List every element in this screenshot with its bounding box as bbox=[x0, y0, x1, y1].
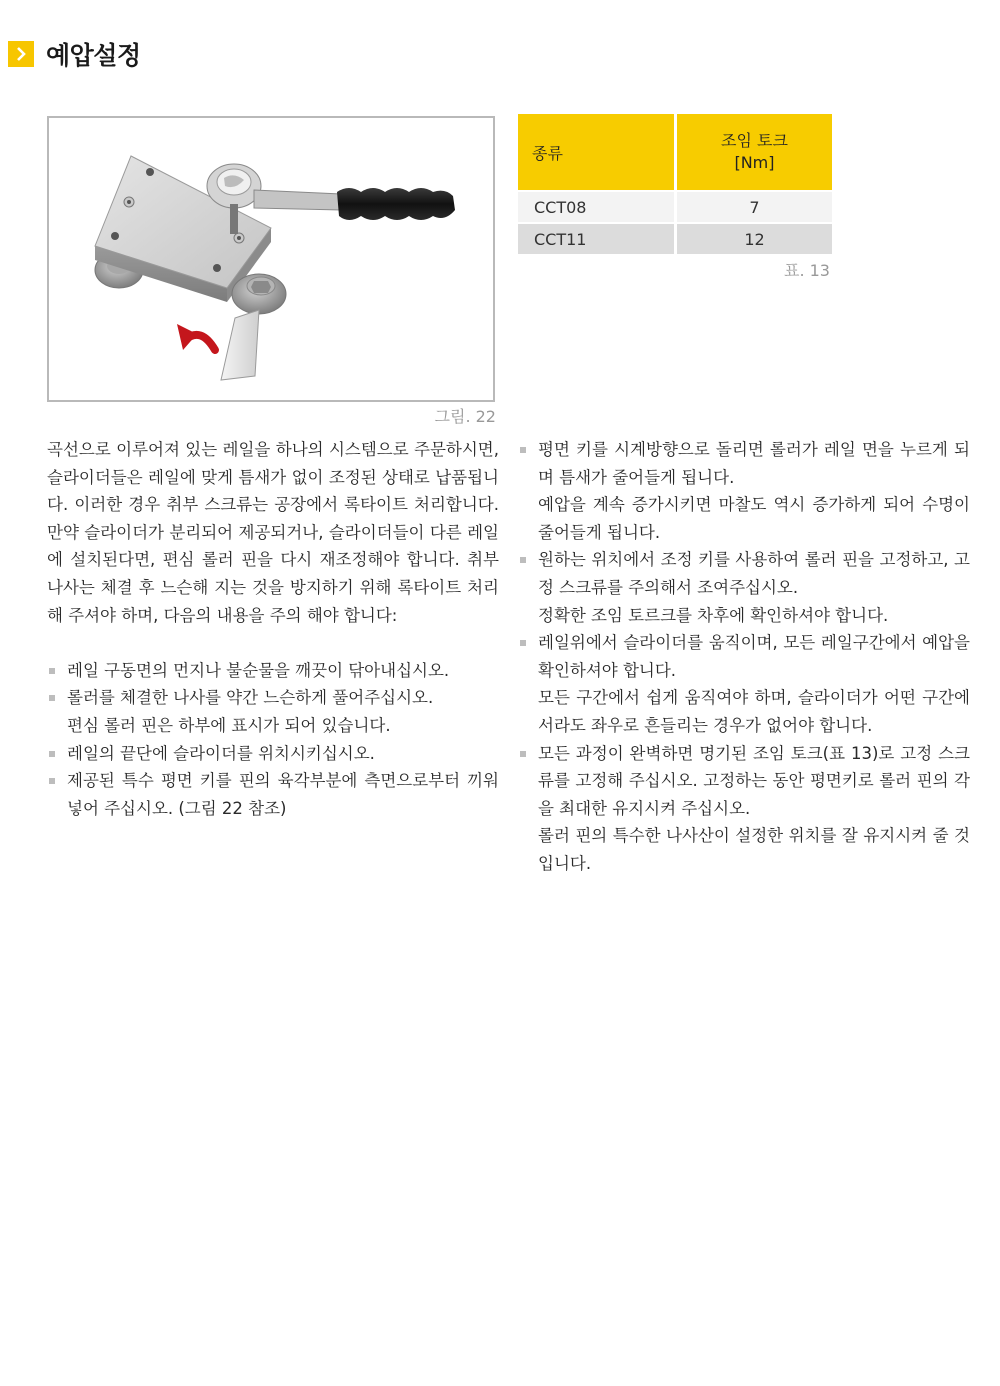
list-item: 레일위에서 슬라이더를 움직이며, 모든 레일구간에서 예압을 확인하셔야 합니다. 모든 구간에서 쉽게 움직여야 하며, 슬라이더가 어떤 구간에 서라도 좌우로 흔들리는 경우가 없어야 합니다. bbox=[518, 629, 970, 739]
list-item-note: 모든 구간에서 쉽게 움직여야 하며, 슬라이더가 어떤 구간에 서라도 좌우로 흔들리는 경우가 없어야 합니다. bbox=[538, 688, 970, 735]
table-cell-type: CCT11 bbox=[518, 222, 677, 254]
table-caption: 표. 13 bbox=[784, 261, 830, 280]
chevron-right-icon bbox=[8, 41, 34, 67]
list-item-note: 예압을 계속 증가시키면 마찰도 역시 증가하게 되어 수명이 줄어들게 됩니다. bbox=[538, 495, 970, 542]
list-item: 레일의 끝단에 슬라이더를 위치시키십시오. bbox=[47, 740, 499, 768]
list-item: 원하는 위치에서 조정 키를 사용하여 롤러 핀을 고정하고, 고정 스크류를 주의해서 조여주십시오. 정확한 조임 토르크를 차후에 확인하셔야 합니다. bbox=[518, 546, 970, 629]
list-item: 모든 과정이 완벽하면 명기된 조임 토크(표 13)로 고정 스크류를 고정해 주십시오. 고정하는 동안 평면키로 롤러 핀의 각을 최대한 유지시켜 주십시오. 롤러 핀의 특수한 나사산이 설정한 위치를 잘 유지시켜 줄 것입니다. bbox=[518, 740, 970, 878]
list-item: 롤러를 체결한 나사를 약간 느슨하게 풀어주십시오. 편심 롤러 핀은 하부에 표시가 되어 있습니다. bbox=[47, 684, 499, 739]
figure-caption: 그림. 22 bbox=[434, 407, 496, 426]
left-text-column bbox=[47, 436, 499, 822]
torque-header-label: 조임 토크 bbox=[721, 131, 788, 150]
slider-adjustment-illustration bbox=[49, 118, 493, 400]
list-item-note: 편심 롤러 핀은 하부에 표시가 되어 있습니다. bbox=[67, 715, 391, 735]
table-cell-torque: 12 bbox=[677, 222, 832, 254]
adjustment-figure bbox=[47, 116, 495, 402]
list-item: 평면 키를 시계방향으로 돌리면 롤러가 레일 면을 누르게 되며 틈새가 줄어들게 됩니다. 예압을 계속 증가시키면 마찰도 역시 증가하게 되어 수명이 줄어들게 됩니다. bbox=[518, 436, 970, 546]
section-heading bbox=[8, 36, 141, 72]
list-item-note: 롤러 핀의 특수한 나사산이 설정한 위치를 잘 유지시켜 줄 것입니다. bbox=[538, 826, 970, 873]
torque-header-unit: [Nm] bbox=[734, 153, 775, 172]
table-row bbox=[518, 190, 832, 222]
left-bullet-list bbox=[47, 657, 499, 823]
table-header-row bbox=[518, 114, 832, 190]
table-row bbox=[518, 222, 832, 254]
list-item: 제공된 특수 평면 키를 핀의 육각부분에 측면으로부터 끼워 넣어 주십시오. (그림 22 참조) bbox=[47, 767, 499, 822]
intro-paragraph: 곡선으로 이루어져 있는 레일을 하나의 시스템으로 주문하시면, 슬라이더들은 레일에 맞게 틈새가 없이 조정된 상태로 납품됩니다. 이러한 경우 취부 스크류는 공장에서 록타이트 처리합니다. 만약 슬라이더가 분리되어 제공되거나, 슬라이더들이 다른 레일에 설치된다면, 편심 롤러 핀을 다시 재조정해야 합니다. 취부 나사는 체결 후 느슨해 지는 것을 방지하기 위해 록타이트 처리해 주셔야 하며, 다음의 내용을 주의 해야 합니다: bbox=[47, 440, 499, 625]
table-cell-type: CCT08 bbox=[518, 190, 677, 222]
right-bullet-list bbox=[518, 436, 970, 878]
page-title: 예압설정 bbox=[46, 41, 141, 70]
column-header-torque bbox=[677, 114, 832, 190]
torque-table bbox=[518, 114, 832, 254]
table-cell-torque: 7 bbox=[677, 190, 832, 222]
column-header-type: 종류 bbox=[518, 114, 677, 190]
list-item-note: 정확한 조임 토르크를 차후에 확인하셔야 합니다. bbox=[538, 605, 889, 625]
right-text-column bbox=[518, 436, 970, 878]
list-item: 레일 구동면의 먼지나 불순물을 깨끗이 닦아내십시오. bbox=[47, 657, 499, 685]
